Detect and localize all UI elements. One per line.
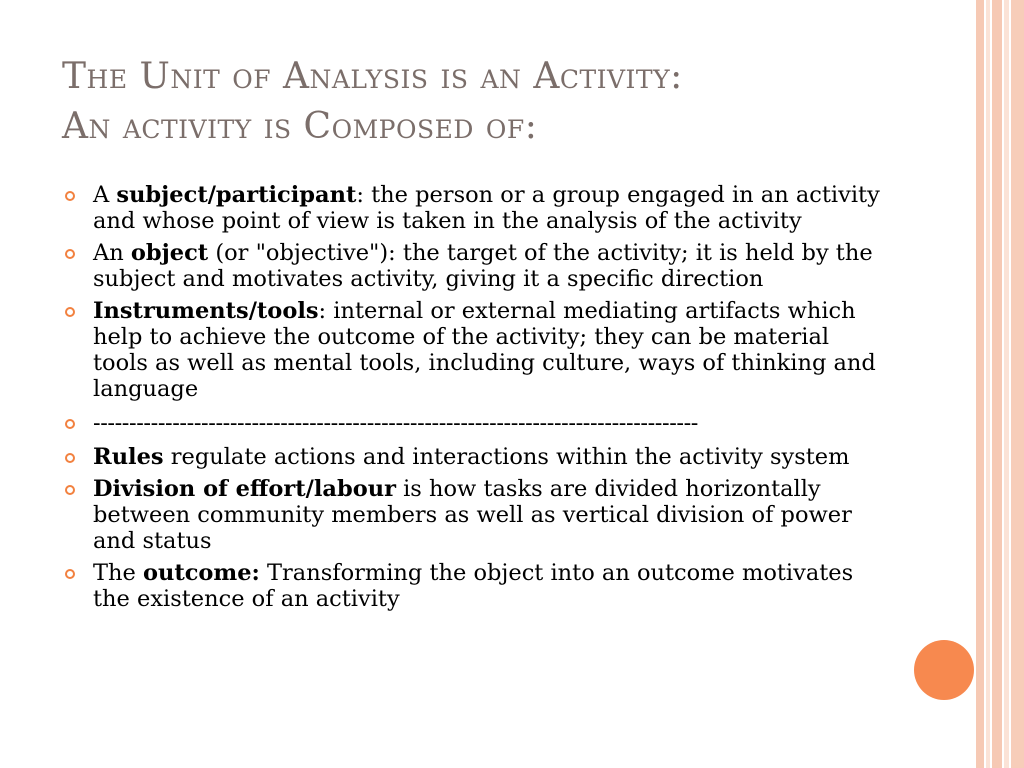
bullet-item-subject bbox=[62, 182, 882, 234]
bullet-text: ------------------------------------------------------------------------------------ bbox=[93, 410, 699, 436]
bullet-text: : internal or external mediating artifacts which help to achieve the outcome of the activity; they can be material tools as well as mental tools, including culture, ways of thinking and language bbox=[93, 298, 876, 402]
bullet-term: object bbox=[130, 240, 209, 266]
bullet-item-object bbox=[62, 240, 882, 292]
slide-title bbox=[62, 52, 942, 152]
decorative-stripe bbox=[986, 0, 990, 768]
bullet-term: subject/participant bbox=[116, 182, 357, 208]
bullet-term: Rules bbox=[93, 444, 164, 470]
bullet-circle-icon bbox=[65, 485, 75, 495]
title-line-2: An activity is Composed of: bbox=[62, 106, 538, 147]
bullet-term: outcome: bbox=[142, 560, 260, 586]
bullet-text: (or "objective"): the target of the activity; it is held by the subject and motivates activity, giving it a specific direction bbox=[93, 240, 873, 292]
decorative-stripe bbox=[976, 0, 984, 768]
bullet-circle-icon bbox=[65, 191, 75, 201]
title-line-1: The Unit of Analysis is an Activity: bbox=[62, 56, 683, 97]
decorative-stripe bbox=[1004, 0, 1009, 768]
bullet-prefix: A bbox=[93, 182, 117, 208]
bullet-term: Instruments/tools bbox=[93, 298, 319, 324]
decorative-stripe bbox=[1011, 0, 1024, 768]
bullet-item-division-of-labour bbox=[62, 476, 882, 554]
bullet-item-outcome bbox=[62, 560, 882, 612]
bullet-text: regulate actions and interactions within the activity system bbox=[163, 444, 850, 470]
bullet-prefix: An bbox=[93, 240, 131, 266]
bullet-item-separator bbox=[62, 410, 882, 436]
bullet-circle-icon bbox=[65, 419, 75, 429]
bullet-item-instruments bbox=[62, 298, 882, 402]
accent-circle-icon bbox=[914, 640, 974, 700]
bullet-prefix: The bbox=[93, 560, 143, 586]
bullet-text: is how tasks are divided horizontally between community members as well as vertical division of power and status bbox=[93, 476, 852, 554]
bullet-text: : the person or a group engaged in an activity and whose point of view is taken in the analysis of the activity bbox=[93, 182, 880, 234]
decorative-stripe bbox=[992, 0, 1002, 768]
bullet-circle-icon bbox=[65, 453, 75, 463]
bullet-circle-icon bbox=[65, 249, 75, 259]
bullet-item-rules bbox=[62, 444, 882, 470]
bullet-circle-icon bbox=[65, 307, 75, 317]
bullet-circle-icon bbox=[65, 569, 75, 579]
bullet-term: Division of effort/labour bbox=[93, 476, 396, 502]
bullet-list bbox=[62, 182, 882, 618]
bullet-text: Transforming the object into an outcome motivates the existence of an activity bbox=[93, 560, 854, 612]
